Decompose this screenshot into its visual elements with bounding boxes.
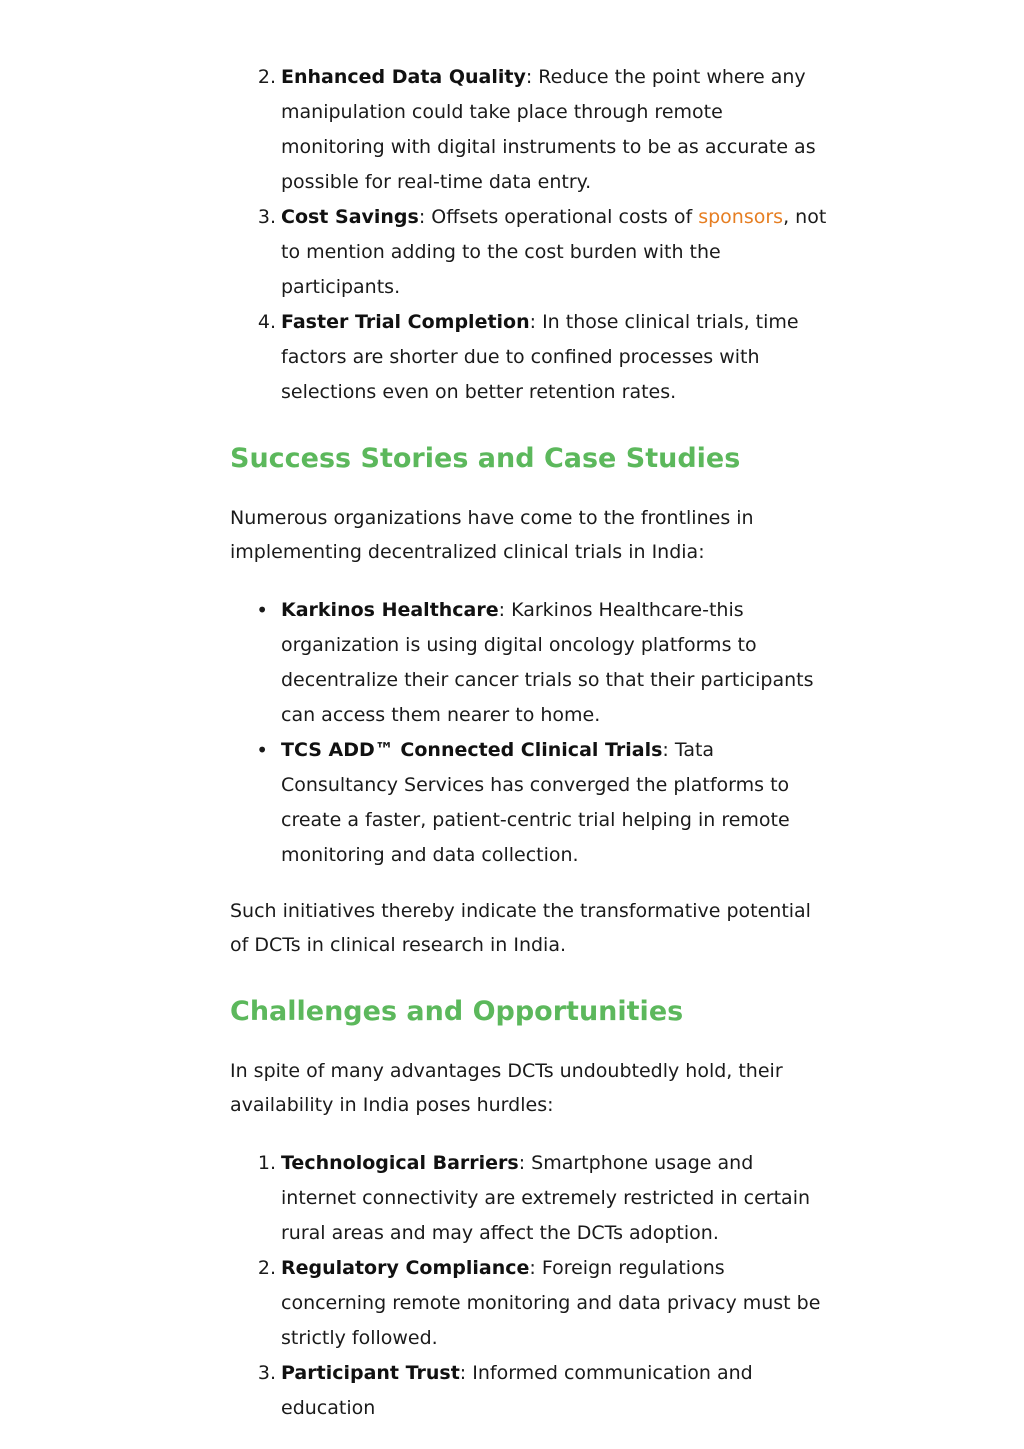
item-term: Enhanced Data Quality	[281, 66, 526, 88]
list-item	[230, 593, 830, 733]
item-text: : Reduce the point where any manipulation could take place through remote monitoring with digital instruments to be as accurate as possible for real-time data entry.	[281, 66, 816, 193]
list-marker: 3.	[257, 206, 276, 228]
success-outro: Such initiatives thereby indicate the transformative potential of DCTs in clinical research in India.	[230, 900, 811, 956]
item-term: Faster Trial Completion	[281, 311, 530, 333]
list-item	[230, 733, 830, 873]
item-term: Karkinos Healthcare	[281, 599, 499, 621]
success-intro: Numerous organizations have come to the frontlines in implementing decentralized clinical trials in India:	[230, 507, 754, 563]
item-text: : In those clinical trials, time factors are shorter due to confined processes with selections even on better retention rates.	[281, 311, 799, 403]
list-item	[230, 200, 830, 305]
list-marker: 3.	[257, 1362, 276, 1384]
list-item	[230, 1251, 830, 1356]
item-term: Regulatory Compliance	[281, 1257, 530, 1279]
challenges-list	[230, 1146, 830, 1426]
list-marker: 2.	[257, 1257, 276, 1279]
item-term: Cost Savings	[281, 206, 419, 228]
item-term: Technological Barriers	[281, 1152, 519, 1174]
item-text: : Informed communication and education	[281, 1362, 753, 1419]
item-text: : Foreign regulations concerning remote monitoring and data privacy must be strictly followed.	[281, 1257, 821, 1349]
sponsors-link[interactable]: sponsors	[698, 206, 784, 228]
list-item	[230, 1356, 830, 1426]
list-marker: 4.	[257, 311, 276, 333]
item-text: , not to mention adding to the cost burden with the participants.	[281, 206, 827, 298]
item-term: Participant Trust	[281, 1362, 460, 1384]
bullet-marker: •	[256, 738, 268, 762]
item-text: : Tata Consultancy Services has converged the platforms to create a faster, patient-centric trial helping in remote monitoring and data collection.	[281, 739, 790, 866]
article-body	[230, 60, 830, 1426]
list-item	[230, 305, 830, 410]
section-heading-success: Success Stories and Case Studies	[230, 443, 741, 474]
item-text: : Offsets operational costs of	[418, 206, 699, 228]
list-item	[230, 1146, 830, 1251]
list-marker: 2.	[257, 66, 276, 88]
success-list	[230, 593, 830, 873]
item-text: : Karkinos Healthcare-this organization is using digital oncology platforms to decentralize their cancer trials so that their participants can access them nearer to home.	[281, 599, 814, 726]
item-text: : Smartphone usage and internet connectivity are extremely restricted in certain rural areas and may affect the DCTs adoption.	[281, 1152, 811, 1244]
bullet-marker: •	[256, 598, 268, 622]
list-marker: 1.	[257, 1152, 276, 1174]
section-heading-challenges: Challenges and Opportunities	[230, 996, 684, 1027]
challenges-intro: In spite of many advantages DCTs undoubtedly hold, their availability in India poses hurdles:	[230, 1060, 783, 1116]
item-term: TCS ADD™ Connected Clinical Trials	[281, 739, 663, 761]
benefits-list	[230, 60, 830, 410]
list-item	[230, 60, 830, 200]
